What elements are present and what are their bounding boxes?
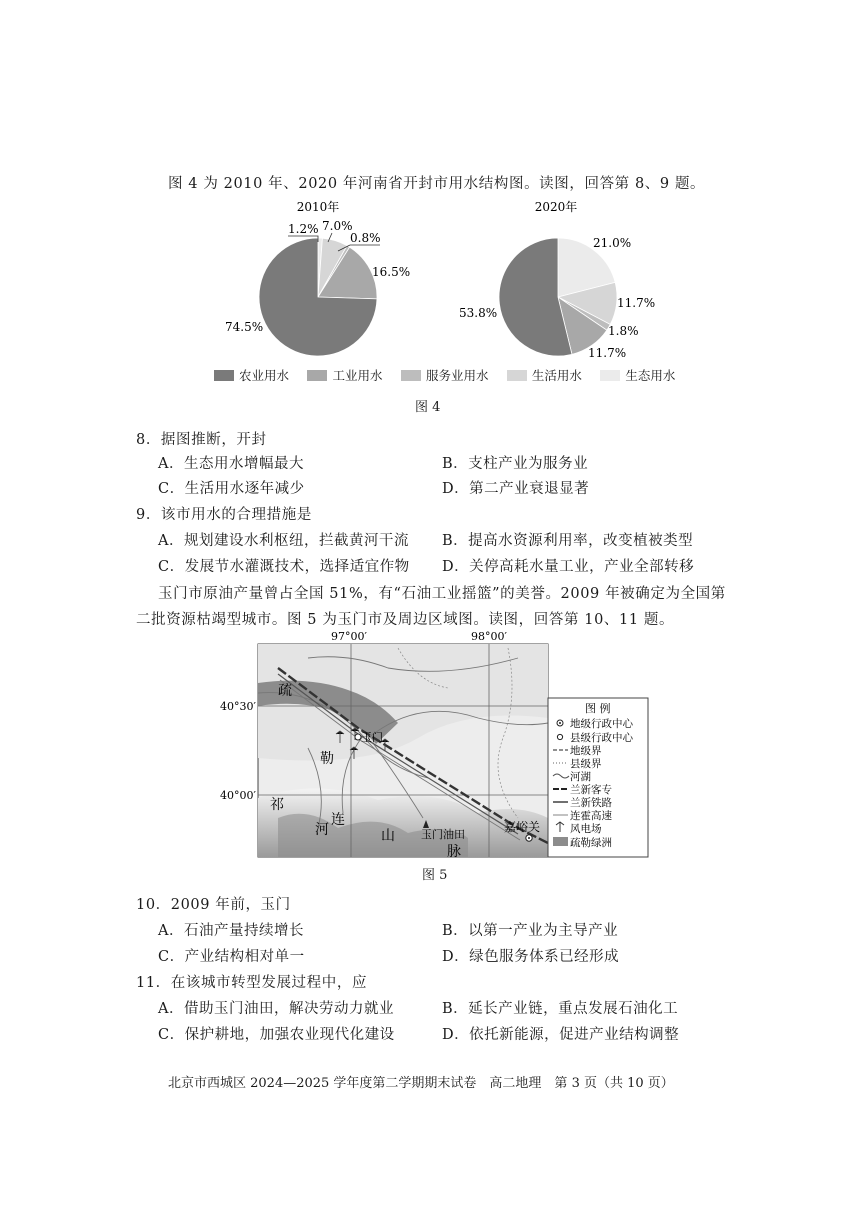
pie-2020-label-eco: 21.0%	[593, 236, 632, 250]
legend-swatch	[214, 370, 234, 381]
jiayuguan-marker-dot	[528, 837, 530, 839]
legend-label: 工业用水	[332, 368, 383, 383]
label-oilfield: 玉门油田	[421, 828, 465, 841]
map-legend-label: 县级行政中心	[570, 732, 633, 744]
pie-chart-2010	[259, 238, 377, 356]
map-legend-title: 图 例	[585, 702, 611, 715]
q10-stem: 10．2009 年前，玉门	[136, 897, 291, 913]
q8-option-a[interactable]: A．生态用水增幅最大	[158, 456, 304, 472]
legend-label: 生活用水	[531, 368, 582, 383]
pie-2020-label-service: 1.8%	[608, 324, 639, 338]
map-legend-label: 地级行政中心	[570, 718, 633, 730]
legend-label: 农业用水	[239, 368, 290, 383]
q8-stem: 8．据图推断，开封	[136, 432, 267, 448]
q8-option-d[interactable]: D．第二产业衰退显著	[442, 481, 590, 497]
legend-swatch	[507, 370, 527, 381]
figure-5-caption: 图 5	[422, 868, 448, 883]
q9-stem: 9．该市用水的合理措施是	[136, 507, 312, 523]
map-legend-label: 兰新铁路	[570, 797, 612, 809]
pie-2020-label-living: 11.7%	[588, 346, 627, 360]
map-legend-label: 地级界	[570, 745, 602, 757]
q9-option-b[interactable]: B．提高水资源利用率，改变植被类型	[442, 533, 694, 549]
map-legend-label: 风电场	[570, 823, 602, 835]
q11-stem: 11．在该城市转型发展过程中，应	[136, 975, 368, 991]
pie-2010-label-living: 7.0%	[322, 219, 353, 233]
q10-option-c[interactable]: C．产业结构相对单一	[158, 949, 305, 965]
chart-title-2020: 2020年	[534, 200, 578, 214]
pie-2010-label-eco: 1.2%	[288, 222, 319, 236]
legend-label: 生态用水	[625, 368, 676, 383]
label-jiayuguan: 嘉峪关	[504, 820, 541, 834]
q9-option-a[interactable]: A．规划建设水利枢纽，拦截黄河干流	[158, 533, 409, 549]
map-legend-label: 河湖	[570, 771, 591, 783]
q8-option-b[interactable]: B．支柱产业为服务业	[442, 456, 589, 472]
map-legend-label: 兰新客专	[570, 784, 612, 796]
legend-swatch	[307, 370, 327, 381]
lat-label-4030: 40°30′	[220, 700, 256, 713]
legend-label: 服务业用水	[425, 368, 489, 383]
legend-item-agri	[214, 366, 289, 384]
label-he: 河	[315, 822, 329, 838]
pie-2010-label-agri: 74.5%	[225, 320, 264, 334]
q8-option-c[interactable]: C．生活用水逐年减少	[158, 481, 305, 497]
pie-2010-label-service: 0.8%	[350, 231, 381, 245]
figure-4-legend	[214, 366, 689, 385]
label-qi: 祁	[270, 797, 284, 813]
pie-2010-label-industry: 16.5%	[372, 265, 411, 279]
label-yumen: 玉门	[361, 731, 383, 744]
intro-fig4: 图 4 为 2010 年、2020 年河南省开封市用水结构图。读图，回答第 8、9 题。	[168, 176, 706, 192]
figure-4	[200, 196, 680, 386]
figure-5-map	[218, 628, 652, 860]
q10-option-b[interactable]: B．以第一产业为主导产业	[442, 923, 619, 939]
pie-2020-label-agri: 53.8%	[459, 306, 498, 320]
label-mai: 脉	[447, 844, 461, 860]
page-footer: 北京市西城区 2024—2025 学年度第二学期期末试卷 高二地理 第 3 页（共 10 页）	[168, 1076, 674, 1091]
legend-item-eco	[600, 366, 675, 384]
legend-swatch	[600, 370, 620, 381]
q10-option-d[interactable]: D．绿色服务体系已经形成	[442, 949, 620, 965]
legend-item-living	[507, 366, 582, 384]
q11-option-c[interactable]: C．保护耕地，加强农业现代化建设	[158, 1027, 395, 1043]
lat-label-4000: 40°00′	[220, 789, 256, 802]
lon-label-98: 98°00′	[471, 630, 507, 643]
label-lian: 连	[331, 812, 345, 828]
pie-chart-2020	[499, 238, 617, 356]
figure-4-caption: 图 4	[415, 400, 441, 415]
q11-option-b[interactable]: B．延长产业链，重点发展石油化工	[442, 1001, 679, 1017]
label-le: 勒	[320, 751, 334, 767]
lon-label-97: 97°00′	[331, 630, 367, 643]
intro-fig5-line1: 玉门市原油产量曾占全国 51%，有“石油工业摇篮”的美誉。2009 年被确定为全国第	[158, 586, 726, 602]
map-legend-label: 县级界	[570, 758, 602, 770]
q11-option-d[interactable]: D．依托新能源，促进产业结构调整	[442, 1027, 680, 1043]
label-shu: 疏	[278, 683, 292, 699]
q10-option-a[interactable]: A．石油产量持续增长	[158, 923, 304, 939]
legend-item-service	[401, 366, 489, 384]
legend-item-industry	[307, 366, 382, 384]
chart-title-2010: 2010年	[296, 200, 340, 214]
q9-option-d[interactable]: D．关停高耗水量工业，产业全部转移	[442, 559, 695, 575]
pie-2020-label-industry: 11.7%	[617, 296, 656, 310]
intro-fig5-line2: 二批资源枯竭型城市。图 5 为玉门市及周边区域图。读图，回答第 10、11 题。	[136, 612, 675, 628]
q9-option-c[interactable]: C．发展节水灌溉技术，选择适宜作物	[158, 559, 410, 575]
label-shan: 山	[381, 828, 395, 844]
map-legend-label: 连霍高速	[570, 810, 612, 822]
map-legend-label: 疏勒绿洲	[570, 837, 612, 849]
legend-swatch	[401, 370, 421, 381]
q11-option-a[interactable]: A．借助玉门油田，解决劳动力就业	[158, 1001, 394, 1017]
